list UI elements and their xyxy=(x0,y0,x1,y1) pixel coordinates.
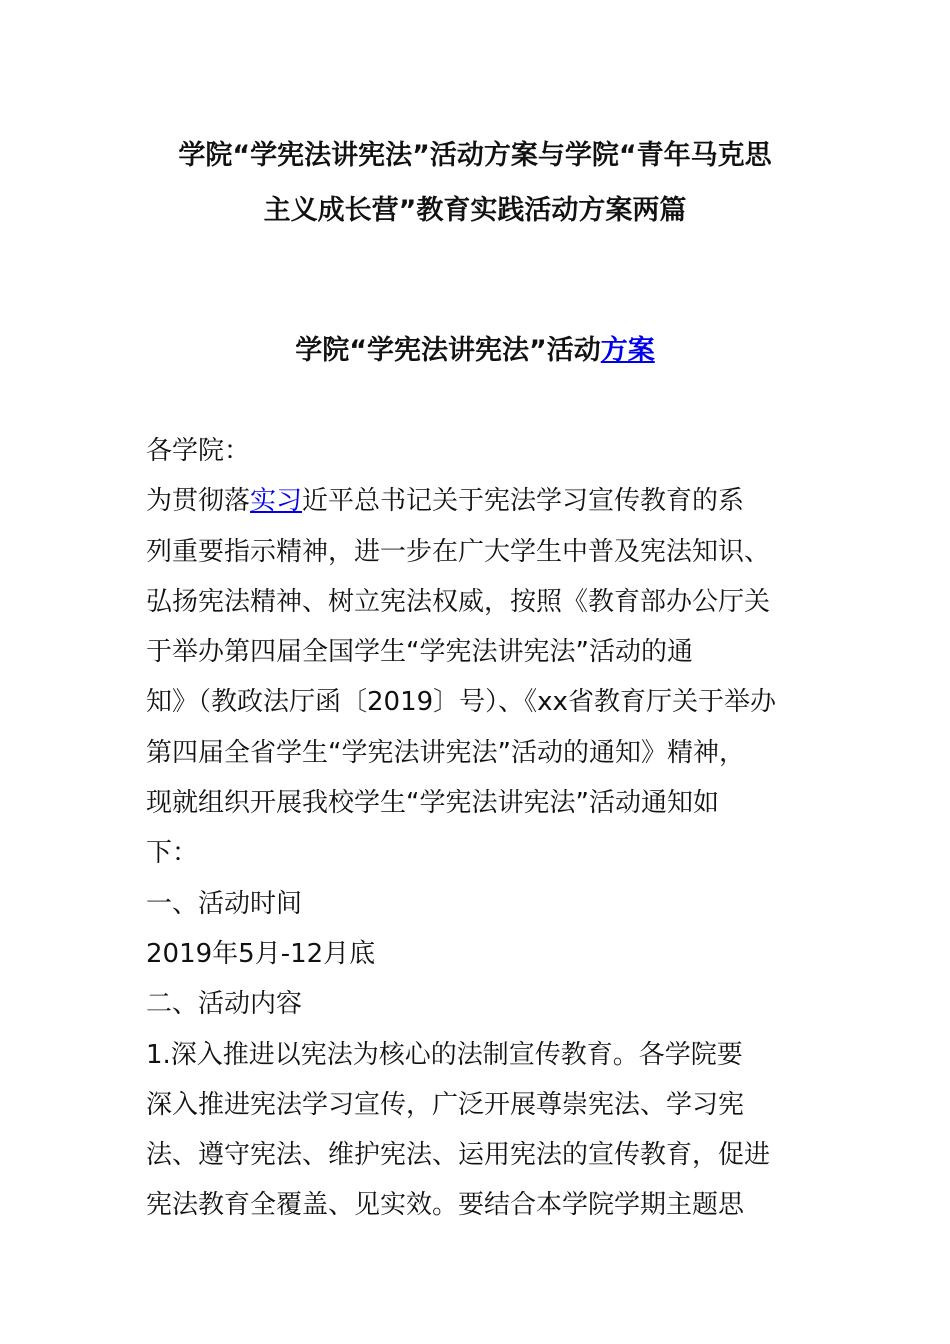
paragraph-1-prefix: 为贯彻落 xyxy=(146,486,251,517)
paragraph-1-line-1 xyxy=(146,476,846,526)
paragraph-1-suffix: 近平总书记关于宪法学习宣传教育的系 xyxy=(302,486,745,517)
paragraph-1-line-3: 弘扬宪法精神、树立宪法权威，按照《教育部办公厅关 xyxy=(146,586,771,617)
paragraph-2-line-3: 法、遵守宪法、维护宪法、运用宪法的宣传教育，促进 xyxy=(146,1140,771,1171)
paragraph-2-line-4: 宪法教育全覆盖、见实效。要结合本学院学期主题思 xyxy=(146,1190,745,1221)
paragraph-2-line-2: 深入推进宪法学习宣传，广泛开展尊崇宪法、学习宪 xyxy=(146,1089,745,1120)
section-title-link[interactable]: 方案 xyxy=(600,335,655,366)
salutation: 各学院： xyxy=(146,436,251,466)
paragraph-1-line-6: 第四届全省学生“学宪法讲宪法”活动的通知》精神， xyxy=(146,737,745,768)
paragraph-1-line-8: 下： xyxy=(146,838,199,869)
document-title-line-1: 学院“学宪法讲宪法”活动方案与学院“青年马克思 xyxy=(178,140,772,171)
activity-time-value: 2019年5月-12月底 xyxy=(146,938,376,969)
paragraph-1-link[interactable]: 实习 xyxy=(250,486,303,517)
paragraph-1-line-2: 列重要指示精神，进一步在广大学生中普及宪法知识、 xyxy=(146,536,771,567)
paragraph-1-line-7: 现就组织开展我校学生“学宪法讲宪法”活动通知如 xyxy=(146,788,719,819)
document-title-line-2: 主义成长营”教育实践活动方案两篇 xyxy=(263,195,687,226)
heading-activity-content: 二、活动内容 xyxy=(146,989,303,1020)
paragraph-1-line-4: 于举办第四届全国学生“学宪法讲宪法”活动的通 xyxy=(146,637,693,668)
document-body xyxy=(146,426,846,1231)
document-title xyxy=(0,128,950,238)
paragraph-2-line-1: 1.深入推进以宪法为核心的法制宣传教育。各学院要 xyxy=(146,1039,743,1070)
section-title-text: 学院“学宪法讲宪法”活动 xyxy=(295,335,601,366)
paragraph-1-line-5: 知》（教政法厅函〔2019〕号）、《xx省教育厅关于举办 xyxy=(146,687,776,718)
heading-activity-time: 一、活动时间 xyxy=(146,888,303,919)
section-title xyxy=(0,323,950,378)
